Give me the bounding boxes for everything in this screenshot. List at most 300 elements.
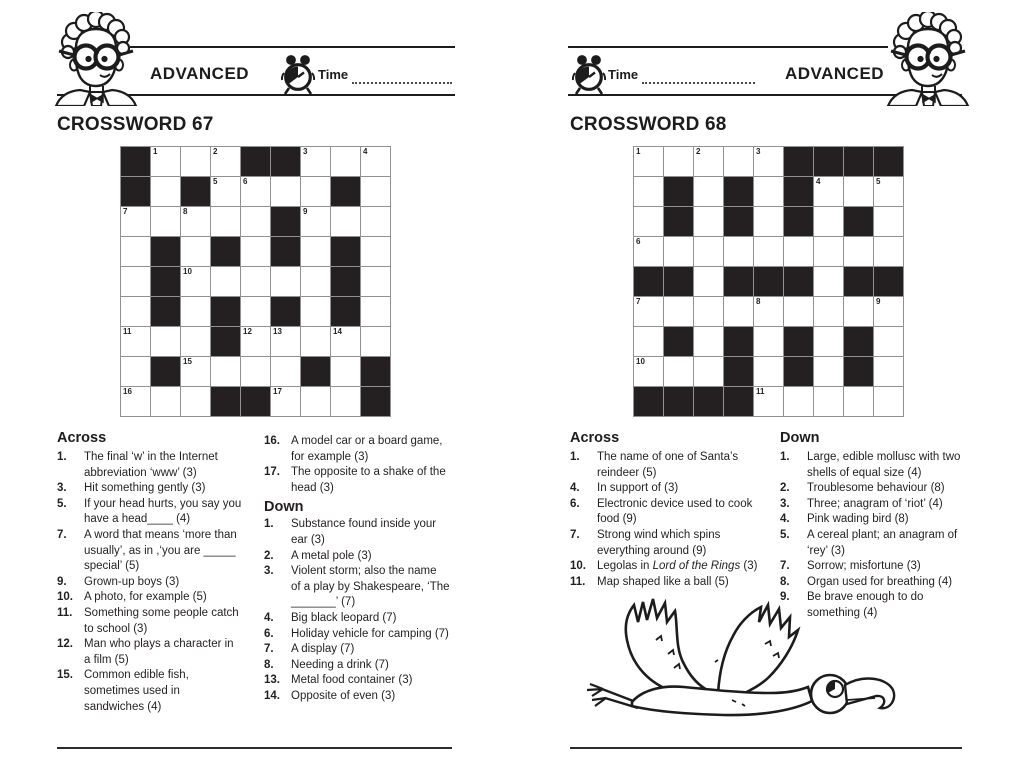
grid-cell-black bbox=[814, 147, 844, 177]
grid-cell-number: 4 bbox=[816, 177, 821, 186]
grid-cell[interactable] bbox=[121, 357, 151, 387]
grid-cell[interactable] bbox=[784, 387, 814, 417]
grid-cell[interactable] bbox=[361, 327, 391, 357]
time-label: Time bbox=[318, 67, 349, 82]
grid-cell-black bbox=[331, 177, 361, 207]
grid-cell-number: 4 bbox=[363, 147, 368, 156]
clue-text: A photo, for example (5) bbox=[84, 591, 207, 604]
grid-cell-number: 6 bbox=[636, 237, 641, 246]
clue-number: 9. bbox=[780, 591, 790, 604]
grid-cell[interactable] bbox=[331, 147, 361, 177]
clue-item bbox=[570, 497, 775, 528]
grid-cell[interactable] bbox=[724, 297, 754, 327]
clue-number: 11. bbox=[57, 606, 73, 619]
grid-cell[interactable] bbox=[241, 237, 271, 267]
grid-cell[interactable] bbox=[121, 387, 151, 417]
grid-cell-black bbox=[664, 267, 694, 297]
grid-cell-number: 3 bbox=[303, 147, 308, 156]
grid-cell[interactable] bbox=[301, 147, 331, 177]
grid-cell[interactable] bbox=[874, 177, 904, 207]
grid-cell[interactable] bbox=[874, 387, 904, 417]
clue-text: Substance found inside your ear (3) bbox=[291, 518, 437, 546]
clue-item bbox=[780, 450, 992, 481]
grid-cell[interactable] bbox=[754, 207, 784, 237]
grid-cell[interactable] bbox=[331, 327, 361, 357]
grid-cell-number: 10 bbox=[636, 357, 645, 366]
grid-cell[interactable] bbox=[814, 387, 844, 417]
clue-item bbox=[264, 689, 476, 705]
grid-cell-number: 11 bbox=[123, 327, 132, 336]
clue-number: 3. bbox=[264, 565, 274, 578]
clue-number: 1. bbox=[264, 518, 274, 531]
grid-cell-black bbox=[211, 327, 241, 357]
grid-cell[interactable] bbox=[301, 267, 331, 297]
grid-cell-number: 13 bbox=[273, 327, 282, 336]
clue-number: 4. bbox=[264, 611, 274, 624]
footer-rule bbox=[570, 747, 962, 749]
clue-text: Needing a drink (7) bbox=[291, 658, 389, 671]
grid-cell[interactable] bbox=[241, 297, 271, 327]
clue-text: Holiday vehicle for camping (7) bbox=[291, 627, 449, 640]
clue-item bbox=[57, 497, 262, 528]
clue-text: A word that means ‘more than usually’, as in ,‘you are _____ special’ (5) bbox=[84, 528, 237, 573]
grid-cell[interactable] bbox=[874, 327, 904, 357]
grid-cell[interactable] bbox=[634, 147, 664, 177]
grid-cell[interactable] bbox=[361, 147, 391, 177]
grid-cell-black bbox=[844, 147, 874, 177]
grid-cell[interactable] bbox=[814, 267, 844, 297]
grid-cell[interactable] bbox=[784, 297, 814, 327]
grid-cell[interactable] bbox=[694, 357, 724, 387]
clue-text: Opposite of even (3) bbox=[291, 689, 396, 702]
right-page bbox=[510, 0, 1020, 782]
clue-item bbox=[780, 575, 992, 591]
grid-cell-black bbox=[301, 357, 331, 387]
grid-cell-black bbox=[271, 237, 301, 267]
clue-item bbox=[57, 528, 262, 575]
grid-cell-black bbox=[844, 207, 874, 237]
grid-cell[interactable] bbox=[844, 387, 874, 417]
grid-cell-black bbox=[844, 267, 874, 297]
grid-cell[interactable] bbox=[211, 147, 241, 177]
across-clue-list-col2 bbox=[264, 434, 476, 496]
grid-cell[interactable] bbox=[634, 297, 664, 327]
grid-cell-black bbox=[271, 297, 301, 327]
clue-text: The final ‘w’ in the Internet abbreviation ‘www’ (3) bbox=[84, 451, 218, 479]
clue-item bbox=[264, 627, 476, 643]
grid-cell-black bbox=[784, 207, 814, 237]
grid-cell[interactable] bbox=[271, 177, 301, 207]
page-title: CROSSWORD 67 bbox=[57, 114, 214, 135]
clue-item bbox=[57, 606, 262, 637]
clue-item bbox=[57, 575, 262, 591]
grid-cell-number: 6 bbox=[243, 177, 248, 186]
grid-cell[interactable] bbox=[301, 237, 331, 267]
grid-cell-black bbox=[331, 297, 361, 327]
header-rule-top bbox=[568, 46, 888, 48]
grid-cell[interactable] bbox=[664, 297, 694, 327]
grid-cell-black bbox=[724, 387, 754, 417]
clue-text: A display (7) bbox=[291, 643, 355, 656]
clue-item bbox=[780, 481, 992, 497]
clue-number: 2. bbox=[264, 549, 274, 562]
grid-cell[interactable] bbox=[331, 357, 361, 387]
clue-text: Troublesome behaviour (8) bbox=[807, 482, 945, 495]
grid-cell[interactable] bbox=[694, 147, 724, 177]
grid-cell[interactable] bbox=[211, 357, 241, 387]
grid-cell-black bbox=[151, 237, 181, 267]
clue-number: 6. bbox=[570, 497, 580, 510]
clue-number: 1. bbox=[570, 451, 580, 463]
grid-cell-black bbox=[754, 267, 784, 297]
grid-cell[interactable] bbox=[241, 207, 271, 237]
grid-cell-black bbox=[694, 387, 724, 417]
grid-cell[interactable] bbox=[814, 327, 844, 357]
grid-cell[interactable] bbox=[844, 237, 874, 267]
grid-cell[interactable] bbox=[361, 237, 391, 267]
grid-cell[interactable] bbox=[121, 297, 151, 327]
grid-cell-number: 16 bbox=[123, 387, 132, 396]
clue-number: 3. bbox=[57, 482, 67, 495]
grid-cell[interactable] bbox=[331, 207, 361, 237]
clues-column-2 bbox=[264, 434, 476, 705]
grid-cell-number: 8 bbox=[183, 207, 188, 216]
grid-cell[interactable] bbox=[181, 297, 211, 327]
clue-item bbox=[570, 481, 775, 497]
clue-text: A model car or a board game, for example (3) bbox=[291, 435, 443, 463]
grid-cell[interactable] bbox=[634, 207, 664, 237]
grid-cell[interactable] bbox=[121, 267, 151, 297]
crossword-grid-68 bbox=[633, 146, 904, 417]
clue-item bbox=[264, 642, 476, 658]
grid-cell-black bbox=[121, 147, 151, 177]
clue-number: 13. bbox=[264, 674, 280, 687]
grid-cell-number: 9 bbox=[303, 207, 308, 216]
grid-cell[interactable] bbox=[361, 267, 391, 297]
clue-text: A metal pole (3) bbox=[291, 549, 372, 562]
clue-number: 8. bbox=[264, 658, 274, 671]
grid-cell[interactable] bbox=[754, 357, 784, 387]
grid-cell-black bbox=[724, 177, 754, 207]
clue-item bbox=[264, 658, 476, 674]
grid-cell[interactable] bbox=[271, 357, 301, 387]
grid-cell[interactable] bbox=[301, 207, 331, 237]
clue-text: Something some people catch to school (3) bbox=[84, 606, 239, 635]
grid-cell-number: 5 bbox=[213, 177, 218, 186]
grid-cell[interactable] bbox=[844, 297, 874, 327]
clue-text: In support of (3) bbox=[597, 482, 679, 495]
clue-item bbox=[570, 575, 775, 591]
grid-cell-number: 3 bbox=[756, 147, 761, 156]
clue-text: Legolas in Lord of the Rings (3) bbox=[597, 560, 758, 573]
grid-cell[interactable] bbox=[694, 267, 724, 297]
grid-cell[interactable] bbox=[844, 177, 874, 207]
grid-cell[interactable] bbox=[271, 267, 301, 297]
clue-item bbox=[264, 434, 476, 465]
grid-cell[interactable] bbox=[754, 387, 784, 417]
clue-number: 7. bbox=[57, 528, 67, 541]
grid-cell[interactable] bbox=[784, 237, 814, 267]
grid-cell-black bbox=[784, 147, 814, 177]
grid-cell[interactable] bbox=[724, 147, 754, 177]
grid-cell[interactable] bbox=[211, 207, 241, 237]
difficulty-badge: ADVANCED bbox=[150, 64, 250, 83]
grid-cell[interactable] bbox=[331, 387, 361, 417]
grid-cell[interactable] bbox=[814, 357, 844, 387]
grid-cell[interactable] bbox=[724, 237, 754, 267]
grid-cell[interactable] bbox=[814, 237, 844, 267]
clue-text: Hit something gently (3) bbox=[84, 482, 206, 495]
grid-cell-black bbox=[784, 327, 814, 357]
clue-item bbox=[264, 611, 476, 627]
grid-cell[interactable] bbox=[664, 147, 694, 177]
time-label: Time bbox=[608, 67, 639, 82]
professor-mascot-illustration bbox=[54, 12, 138, 106]
grid-cell[interactable] bbox=[271, 387, 301, 417]
clue-number: 7. bbox=[780, 560, 790, 573]
clue-text: A cereal plant; an anagram of ‘rey’ (3) bbox=[807, 528, 958, 557]
grid-cell[interactable] bbox=[151, 177, 181, 207]
difficulty-badge: ADVANCED bbox=[785, 64, 885, 83]
down-heading: Down bbox=[780, 430, 820, 446]
footer-rule bbox=[57, 747, 452, 749]
grid-cell-black bbox=[331, 267, 361, 297]
grid-cell-black bbox=[271, 207, 301, 237]
flamingo-illustration bbox=[572, 592, 897, 744]
clue-number: 8. bbox=[780, 575, 790, 588]
grid-cell[interactable] bbox=[181, 267, 211, 297]
grid-cell-black bbox=[241, 387, 271, 417]
grid-cell[interactable] bbox=[181, 327, 211, 357]
grid-cell-black bbox=[151, 357, 181, 387]
across-heading: Across bbox=[570, 430, 620, 446]
grid-cell-black bbox=[724, 357, 754, 387]
grid-cell-black bbox=[211, 237, 241, 267]
clue-item bbox=[780, 528, 992, 559]
grid-cell[interactable] bbox=[874, 297, 904, 327]
clue-item bbox=[57, 668, 262, 715]
grid-cell-number: 7 bbox=[123, 207, 128, 216]
grid-cell[interactable] bbox=[271, 327, 301, 357]
clue-number: 16. bbox=[264, 435, 280, 447]
clue-number: 1. bbox=[57, 451, 67, 463]
clue-item bbox=[780, 559, 992, 575]
alarm-clock-icon bbox=[281, 53, 315, 95]
grid-cell[interactable] bbox=[241, 177, 271, 207]
clue-text: Pink wading bird (8) bbox=[807, 513, 909, 526]
grid-cell-number: 2 bbox=[213, 147, 218, 156]
clue-number: 12. bbox=[57, 638, 73, 651]
clue-text: Map shaped like a ball (5) bbox=[597, 575, 729, 588]
grid-cell[interactable] bbox=[814, 207, 844, 237]
grid-cell[interactable] bbox=[664, 237, 694, 267]
page-title: CROSSWORD 68 bbox=[570, 114, 727, 135]
grid-cell-number: 1 bbox=[636, 147, 641, 156]
clue-item bbox=[57, 481, 262, 497]
clue-text: Man who plays a character in a film (5) bbox=[84, 638, 234, 666]
grid-cell[interactable] bbox=[694, 297, 724, 327]
clue-number: 7. bbox=[570, 528, 580, 541]
grid-cell[interactable] bbox=[151, 147, 181, 177]
grid-cell-black bbox=[724, 327, 754, 357]
grid-cell[interactable] bbox=[754, 147, 784, 177]
grid-cell[interactable] bbox=[754, 327, 784, 357]
clue-number: 11. bbox=[570, 575, 586, 588]
clue-item bbox=[57, 637, 262, 668]
grid-cell-number: 7 bbox=[636, 297, 641, 306]
grid-cell[interactable] bbox=[151, 327, 181, 357]
clue-text: Metal food container (3) bbox=[291, 674, 413, 687]
clue-text: The name of one of Santa’s reindeer (5) bbox=[597, 451, 739, 479]
clue-text: Violent storm; also the name of a play by Shakespeare, ‘The _______’ (7) bbox=[291, 565, 450, 609]
grid-cell-number: 17 bbox=[273, 387, 282, 396]
clue-item bbox=[264, 465, 476, 496]
grid-cell[interactable] bbox=[181, 207, 211, 237]
clue-item bbox=[780, 512, 992, 528]
grid-cell[interactable] bbox=[151, 207, 181, 237]
grid-cell[interactable] bbox=[121, 237, 151, 267]
clue-text: Grown-up boys (3) bbox=[84, 575, 180, 588]
grid-cell[interactable] bbox=[754, 237, 784, 267]
grid-cell[interactable] bbox=[181, 357, 211, 387]
clue-item bbox=[570, 559, 775, 575]
clue-text: Three; anagram of ‘riot’ (4) bbox=[807, 497, 943, 510]
grid-cell[interactable] bbox=[664, 357, 694, 387]
grid-cell-black bbox=[181, 177, 211, 207]
across-clue-list bbox=[570, 450, 775, 590]
grid-cell[interactable] bbox=[694, 327, 724, 357]
clue-text: Big black leopard (7) bbox=[291, 611, 397, 624]
grid-cell[interactable] bbox=[121, 207, 151, 237]
grid-cell-black bbox=[151, 297, 181, 327]
grid-cell-black bbox=[634, 267, 664, 297]
grid-cell-black bbox=[121, 177, 151, 207]
grid-cell-number: 10 bbox=[183, 267, 192, 276]
grid-cell-black bbox=[874, 147, 904, 177]
grid-cell-number: 1 bbox=[153, 147, 158, 156]
grid-cell-number: 14 bbox=[333, 327, 342, 336]
clue-number: 4. bbox=[570, 482, 580, 495]
grid-cell-black bbox=[664, 177, 694, 207]
grid-cell[interactable] bbox=[814, 177, 844, 207]
grid-cell-black bbox=[784, 177, 814, 207]
grid-cell[interactable] bbox=[121, 327, 151, 357]
grid-cell[interactable] bbox=[634, 327, 664, 357]
clue-item bbox=[264, 517, 476, 548]
clue-text: Large, edible mollusc with two shells of equal size (4) bbox=[807, 451, 961, 479]
grid-cell[interactable] bbox=[241, 267, 271, 297]
clue-item bbox=[264, 549, 476, 565]
grid-cell[interactable] bbox=[181, 147, 211, 177]
grid-cell-number: 15 bbox=[183, 357, 192, 366]
clue-number: 5. bbox=[780, 528, 790, 541]
clue-number: 9. bbox=[57, 575, 67, 588]
grid-cell-number: 12 bbox=[243, 327, 252, 336]
grid-cell[interactable] bbox=[814, 297, 844, 327]
alarm-clock-icon bbox=[572, 53, 606, 95]
clue-item bbox=[57, 450, 262, 481]
grid-cell[interactable] bbox=[151, 387, 181, 417]
clue-text: Be brave enough to do something (4) bbox=[807, 591, 924, 619]
time-blank-line[interactable] bbox=[642, 68, 755, 84]
clue-number: 3. bbox=[780, 497, 790, 510]
grid-cell-black bbox=[361, 387, 391, 417]
grid-cell[interactable] bbox=[694, 177, 724, 207]
across-clue-list-col1 bbox=[57, 450, 262, 715]
clue-number: 14. bbox=[264, 689, 280, 702]
time-blank-line[interactable] bbox=[352, 68, 452, 84]
clue-text: If your head hurts, you say you have a head____ (4) bbox=[84, 497, 242, 526]
grid-cell-black bbox=[784, 267, 814, 297]
grid-cell[interactable] bbox=[361, 177, 391, 207]
grid-cell-black bbox=[844, 327, 874, 357]
grid-cell-black bbox=[211, 387, 241, 417]
clue-text: Sorrow; misfortune (3) bbox=[807, 560, 921, 573]
down-heading: Down bbox=[264, 499, 304, 516]
professor-mascot-illustration bbox=[886, 12, 970, 106]
clue-text: Organ used for breathing (4) bbox=[807, 575, 953, 588]
grid-cell[interactable] bbox=[361, 297, 391, 327]
grid-cell[interactable] bbox=[301, 327, 331, 357]
grid-cell-number: 5 bbox=[876, 177, 881, 186]
clue-item bbox=[780, 497, 992, 513]
clue-number: 5. bbox=[57, 497, 67, 510]
clue-item bbox=[57, 590, 262, 606]
clue-number: 10. bbox=[570, 560, 586, 573]
grid-cell[interactable] bbox=[754, 177, 784, 207]
clue-text: Electronic device used to cook food (9) bbox=[597, 497, 753, 526]
grid-cell[interactable] bbox=[241, 327, 271, 357]
grid-cell[interactable] bbox=[301, 387, 331, 417]
grid-cell-black bbox=[664, 207, 694, 237]
grid-cell-number: 9 bbox=[876, 297, 881, 306]
grid-cell-black bbox=[784, 357, 814, 387]
crossword-grid-67 bbox=[120, 146, 391, 417]
grid-cell[interactable] bbox=[874, 207, 904, 237]
grid-cell[interactable] bbox=[301, 297, 331, 327]
clue-number: 6. bbox=[264, 627, 274, 640]
grid-cell[interactable] bbox=[634, 237, 664, 267]
grid-cell[interactable] bbox=[361, 207, 391, 237]
grid-cell-number: 8 bbox=[756, 297, 761, 306]
grid-cell[interactable] bbox=[301, 177, 331, 207]
grid-cell[interactable] bbox=[181, 387, 211, 417]
grid-cell-black bbox=[151, 267, 181, 297]
grid-cell[interactable] bbox=[241, 357, 271, 387]
grid-cell[interactable] bbox=[181, 237, 211, 267]
clue-number: 4. bbox=[780, 513, 790, 526]
grid-cell-black bbox=[724, 267, 754, 297]
clue-item bbox=[570, 450, 775, 481]
grid-cell[interactable] bbox=[694, 207, 724, 237]
grid-cell-black bbox=[634, 387, 664, 417]
clue-number: 10. bbox=[57, 591, 73, 604]
grid-cell[interactable] bbox=[634, 357, 664, 387]
clue-item bbox=[264, 673, 476, 689]
clue-text: The opposite to a shake of the head (3) bbox=[291, 466, 446, 494]
grid-cell-number: 2 bbox=[696, 147, 701, 156]
grid-cell[interactable] bbox=[694, 237, 724, 267]
clue-number: 1. bbox=[780, 451, 790, 463]
grid-cell[interactable] bbox=[874, 357, 904, 387]
grid-cell[interactable] bbox=[874, 237, 904, 267]
grid-cell[interactable] bbox=[634, 177, 664, 207]
grid-cell[interactable] bbox=[211, 267, 241, 297]
grid-cell-black bbox=[724, 207, 754, 237]
clue-number: 2. bbox=[780, 482, 790, 495]
grid-cell[interactable] bbox=[754, 297, 784, 327]
grid-cell[interactable] bbox=[211, 177, 241, 207]
